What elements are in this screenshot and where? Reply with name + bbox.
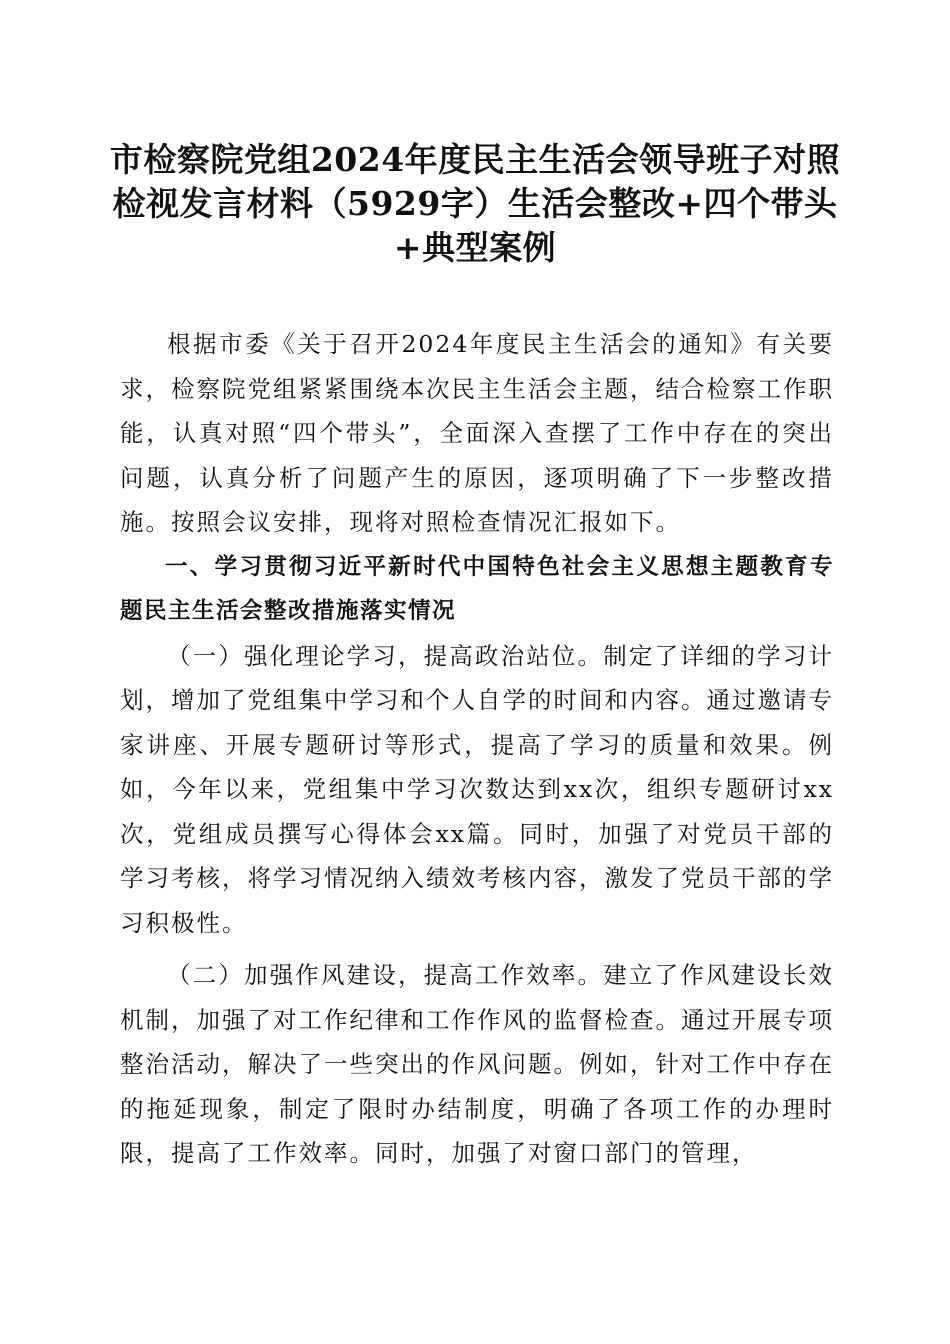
document-body — [120, 322, 834, 1176]
intro-paragraph: 根据市委《关于召开2024年度民主生活会的通知》有关要求，检察院党组紧紧围绕本次民主生活会主题，结合检察工作职能，认真对照“四个带头”，全面深入查摆了工作中存在的突出问题，认真分析了问题产生的原因，逐项明确了下一步整改措施。按照会议安排，现将对照检查情况汇报如下。 — [120, 330, 834, 536]
item-paragraph-1: （一）强化理论学习，提高政治站位。制定了详细的学习计划，增加了党组集中学习和个人自学的时间和内容。通过邀请专家讲座、开展专题研讨等形式，提高了学习的质量和效果。例如，今年以来，党组集中学习次数达到xx次，组织专题研讨xx次，党组成员撰写心得体会xx篇。同时，加强了对党员干部的学习考核，将学习情况纳入绩效考核内容，激发了党员干部的学习积极性。 — [120, 641, 834, 937]
section-heading: 一、学习贯彻习近平新时代中国特色社会主义思想主题教育专题民主生活会整改措施落实情况 — [120, 553, 834, 624]
document-title: 市检察院党组2024年度民主生活会领导班子对照检视发言材料（5929字）生活会整改+四个带头+典型案例 — [109, 140, 841, 267]
item-paragraph-2: （二）加强作风建设，提高工作效率。建立了作风建设长效机制，加强了对工作纪律和工作作风的监督检查。通过开展专项整治活动，解决了一些突出的作风问题。例如，针对工作中存在的拖延现象，制定了限时办结制度，明确了各项工作的办理时限，提高了工作效率。同时，加强了对窗口部门的管理， — [120, 961, 834, 1167]
